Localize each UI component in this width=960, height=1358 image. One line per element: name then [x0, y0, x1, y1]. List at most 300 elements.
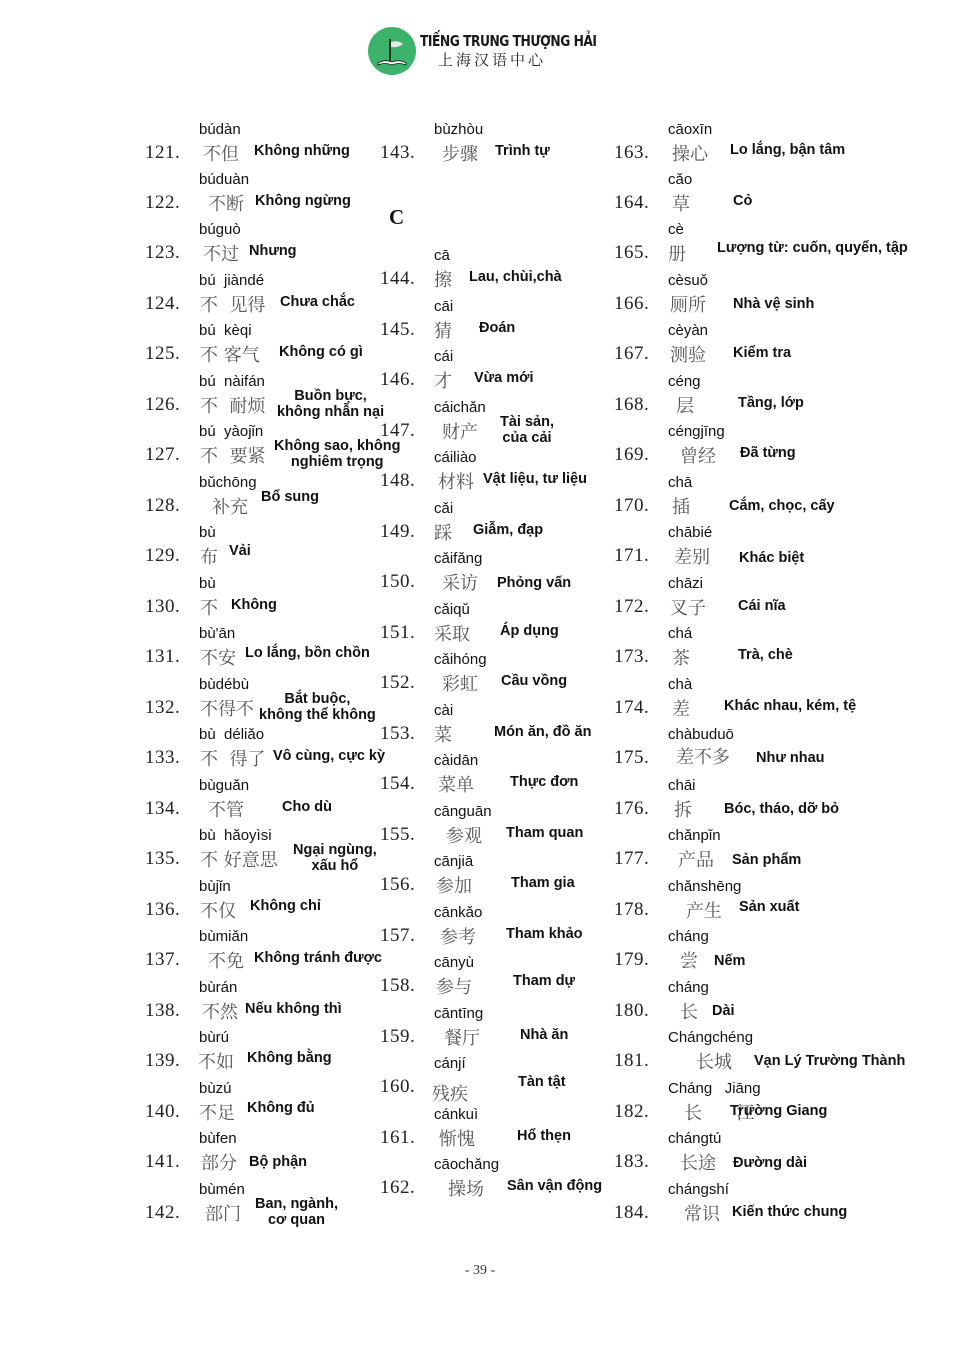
pinyin: céngjīng — [668, 423, 725, 440]
entry-number: 121. — [145, 142, 181, 163]
entry-number: 123. — [145, 242, 181, 263]
meaning: Phỏng vấn — [497, 575, 572, 591]
pinyin: Cháng Jiāng — [668, 1080, 761, 1097]
hanzi: 餐厅 — [444, 1028, 480, 1049]
hanzi: 不仅 — [200, 901, 236, 922]
vocab-entry — [614, 420, 934, 470]
entry-number: 162. — [380, 1177, 416, 1198]
hanzi: 不安 — [200, 648, 236, 669]
vocab-entry — [614, 521, 934, 571]
meaning: Chưa chắc — [280, 294, 355, 310]
pinyin: bùmén — [199, 1181, 245, 1198]
pinyin: chāi — [668, 777, 696, 794]
vocab-entry — [145, 774, 385, 824]
pinyin: bùrú — [199, 1029, 230, 1046]
hanzi: 材料 — [438, 472, 474, 493]
meaning: Cỏ — [733, 193, 753, 209]
meaning: Áp dụng — [500, 623, 559, 639]
meaning: Tàn tật — [518, 1074, 566, 1090]
vocab-entry — [380, 345, 620, 395]
vocab-entry — [145, 1026, 385, 1076]
pinyin: bùzhòu — [434, 121, 484, 138]
vocab-entry — [380, 951, 620, 1001]
hanzi: 层 — [676, 396, 694, 417]
hanzi: 不 得了 — [200, 749, 266, 770]
logo-icon — [368, 27, 416, 75]
hanzi: 菜 — [434, 725, 452, 746]
vocab-entry — [145, 471, 385, 521]
hanzi: 采访 — [442, 573, 478, 594]
hanzi: 菜单 — [438, 775, 474, 796]
entry-number: 140. — [145, 1101, 181, 1122]
pinyin: bù hǎoyìsi — [199, 827, 272, 844]
pinyin: chāzi — [668, 575, 704, 592]
meaning: Ngại ngùng, xấu hổ — [293, 842, 377, 874]
meaning: Trà, chè — [738, 647, 793, 663]
hanzi: 参考 — [440, 927, 476, 948]
pinyin: bùzú — [199, 1080, 232, 1097]
pinyin: cāoxīn — [668, 121, 713, 138]
pinyin: cāochǎng — [434, 1156, 500, 1173]
pinyin: cáichǎn — [434, 399, 486, 416]
entry-number: 169. — [614, 444, 650, 465]
vocab-entry — [614, 471, 934, 521]
pinyin: cānjiā — [434, 853, 474, 870]
meaning: Không tránh được — [254, 950, 382, 966]
vocab-entry — [380, 648, 620, 698]
vocab-entry — [145, 370, 385, 420]
entry-number: 155. — [380, 824, 416, 845]
vocab-entry — [614, 218, 934, 268]
pinyin: búduàn — [199, 171, 250, 188]
entry-number: 180. — [614, 1000, 650, 1021]
entry-number: 174. — [614, 697, 650, 718]
meaning: Kiểm tra — [733, 345, 792, 361]
pinyin: cǎifǎng — [434, 550, 483, 567]
vocab-entry — [145, 875, 385, 925]
pinyin: bùrán — [199, 979, 238, 996]
hanzi: 测验 — [670, 345, 706, 366]
hanzi: 残疾 — [432, 1084, 468, 1105]
section-letter: C — [389, 205, 405, 229]
entry-number: 144. — [380, 268, 416, 289]
hanzi: 参与 — [436, 977, 472, 998]
vocab-entry — [614, 370, 934, 420]
meaning: Sản phẩm — [732, 852, 802, 868]
hanzi: 参观 — [446, 826, 482, 847]
pinyin: càidān — [434, 752, 479, 769]
entry-number: 151. — [380, 622, 416, 643]
hanzi: 拆 — [674, 800, 692, 821]
meaning: Nếm — [714, 953, 746, 969]
hanzi: 不 客气 — [200, 345, 260, 366]
vocab-entry — [145, 976, 385, 1026]
vocab-entry — [145, 572, 385, 622]
vocab-entry — [145, 319, 385, 369]
hanzi: 差不多 — [676, 747, 730, 768]
pinyin: Chángchéng — [668, 1029, 754, 1046]
meaning: Không những — [254, 143, 350, 159]
pinyin: cè — [668, 221, 684, 238]
meaning: Đường dài — [733, 1155, 807, 1171]
meaning: Nhà vệ sinh — [733, 296, 815, 312]
pinyin: bǔchōng — [199, 474, 257, 491]
hanzi: 不足 — [199, 1103, 235, 1124]
vocab-entry — [614, 875, 934, 925]
meaning: Đoán — [479, 320, 516, 336]
hanzi: 册 — [668, 244, 686, 265]
hanzi: 布 — [200, 547, 218, 568]
entry-number: 168. — [614, 394, 650, 415]
pinyin: cā — [434, 247, 450, 264]
vocab-entry — [614, 774, 934, 824]
pinyin: cǎi — [434, 500, 454, 517]
hanzi: 不免 — [208, 951, 244, 972]
pinyin: chābié — [668, 524, 713, 541]
pinyin: cáiliào — [434, 449, 477, 466]
meaning: Giẫm, đạp — [473, 522, 544, 538]
meaning: Bổ sung — [261, 489, 319, 505]
meaning: Nếu không thì — [245, 1001, 342, 1017]
meaning: Tham dự — [513, 973, 576, 989]
pinyin: bú nàifán — [199, 373, 265, 390]
meaning: Vạn Lý Trường Thành — [754, 1053, 906, 1069]
pinyin: cánkuì — [434, 1106, 479, 1123]
hanzi: 步骤 — [442, 144, 478, 165]
pinyin: cānkǎo — [434, 904, 483, 921]
meaning: Không — [231, 597, 277, 613]
entry-number: 172. — [614, 596, 650, 617]
meaning: Dài — [712, 1003, 735, 1019]
hanzi: 草 — [672, 194, 690, 215]
entry-number: 143. — [380, 142, 416, 163]
meaning: Vải — [229, 543, 251, 559]
entry-number: 184. — [614, 1202, 650, 1223]
pinyin: búdàn — [199, 121, 241, 138]
meaning: Lượng từ: cuốn, quyển, tập — [717, 240, 908, 256]
hanzi: 不过 — [203, 244, 239, 265]
meaning: Tài sản, của cải — [500, 414, 554, 446]
vocab-entry — [380, 1052, 620, 1105]
entry-number: 154. — [380, 773, 416, 794]
entry-number: 157. — [380, 925, 416, 946]
pinyin: bù'ān — [199, 625, 236, 642]
pinyin: cèyàn — [668, 322, 709, 339]
pinyin: cháng — [668, 928, 709, 945]
entry-number: 173. — [614, 646, 650, 667]
hanzi: 厕所 — [670, 295, 706, 316]
pinyin: chàbuduō — [668, 726, 734, 743]
pinyin: bùfen — [199, 1130, 237, 1147]
entry-number: 126. — [145, 394, 181, 415]
vocab-entry — [145, 218, 385, 268]
hanzi: 产生 — [686, 901, 722, 922]
vocab-entry — [145, 723, 385, 773]
vocab-entry — [614, 168, 934, 218]
entry-number: 165. — [614, 242, 650, 263]
vocab-entry — [380, 800, 620, 850]
vocab-entry — [614, 976, 934, 1026]
hanzi: 不然 — [202, 1002, 238, 1023]
entry-number: 142. — [145, 1202, 181, 1223]
meaning: Nhà ăn — [520, 1027, 569, 1043]
hanzi: 插 — [672, 497, 690, 518]
hanzi: 不管 — [208, 800, 244, 821]
vocab-entry — [614, 1178, 934, 1228]
meaning: Nhưng — [249, 243, 297, 259]
pinyin: bù déliǎo — [199, 726, 265, 743]
pinyin: bùdébù — [199, 676, 250, 693]
meaning: Tham quan — [506, 825, 584, 841]
hanzi: 长途 — [680, 1153, 716, 1174]
vocab-entry — [145, 118, 385, 168]
entry-number: 164. — [614, 192, 650, 213]
entry-number: 153. — [380, 723, 416, 744]
hanzi: 茶 — [672, 648, 690, 669]
pinyin: cǎiqǔ — [434, 601, 470, 618]
hanzi: 财产 — [442, 422, 478, 443]
vocab-entry — [145, 925, 385, 975]
entry-number: 145. — [380, 319, 416, 340]
meaning: Vừa mới — [474, 370, 534, 386]
page-header — [368, 26, 635, 76]
meaning: Không có gì — [279, 344, 363, 360]
hanzi: 曾经 — [680, 446, 716, 467]
vocab-entry — [614, 673, 934, 723]
hanzi: 擦 — [434, 270, 452, 291]
entry-number: 149. — [380, 521, 416, 542]
pinyin: chā — [668, 474, 693, 491]
meaning: Không chỉ — [250, 898, 321, 914]
entry-number: 166. — [614, 293, 650, 314]
hanzi: 不但 — [203, 144, 239, 165]
meaning: Cắm, chọc, cấy — [729, 498, 835, 514]
vocab-entry — [380, 749, 620, 799]
pinyin: bú kèqi — [199, 322, 252, 339]
meaning: Khác nhau, kém, tệ — [724, 698, 857, 714]
vocab-entry — [380, 1153, 620, 1203]
vocab-entry — [380, 901, 620, 951]
meaning: Lau, chùi,chà — [469, 269, 562, 285]
pinyin: chǎnpǐn — [668, 827, 721, 844]
pinyin: chángshí — [668, 1181, 729, 1198]
meaning: Không bằng — [247, 1050, 332, 1066]
hanzi: 差 — [672, 699, 690, 720]
vocab-entry — [614, 1077, 934, 1127]
hanzi: 不 好意思 — [200, 850, 278, 871]
meaning: Lo lắng, bận tâm — [730, 142, 846, 158]
entry-number: 160. — [380, 1076, 416, 1097]
meaning: Món ăn, đồ ăn — [494, 724, 592, 740]
pinyin: cānguān — [434, 803, 492, 820]
hanzi: 长 — [680, 1002, 698, 1023]
vocab-entry — [614, 1127, 934, 1177]
meaning: Thực đơn — [510, 774, 579, 790]
meaning: Không ngừng — [255, 193, 351, 209]
entry-number: 132. — [145, 697, 181, 718]
hanzi: 不得不 — [200, 699, 254, 720]
entry-number: 127. — [145, 444, 181, 465]
vocab-entry — [145, 1127, 385, 1177]
entry-number: 183. — [614, 1151, 650, 1172]
entry-number: 136. — [145, 899, 181, 920]
pinyin: cài — [434, 702, 454, 719]
vocab-entry — [614, 925, 934, 975]
vocab-entry — [380, 295, 620, 345]
entry-number: 176. — [614, 798, 650, 819]
entry-number: 182. — [614, 1101, 650, 1122]
entry-number: 175. — [614, 747, 650, 768]
meaning: Cái nĩa — [738, 598, 786, 614]
hanzi: 才 — [434, 371, 452, 392]
entry-number: 131. — [145, 646, 181, 667]
vocab-entry — [614, 319, 934, 369]
pinyin: cāi — [434, 298, 454, 315]
hanzi: 不断 — [208, 194, 244, 215]
pinyin: céng — [668, 373, 701, 390]
entry-number: 125. — [145, 343, 181, 364]
entry-number: 124. — [145, 293, 181, 314]
entry-number: 163. — [614, 142, 650, 163]
entry-number: 135. — [145, 848, 181, 869]
pinyin: cāntīng — [434, 1005, 484, 1022]
hanzi: 部分 — [201, 1153, 237, 1174]
meaning: Ban, ngành, cơ quan — [255, 1196, 338, 1228]
meaning: Cho dù — [282, 799, 332, 815]
pinyin: bú jiàndé — [199, 272, 265, 289]
meaning: Buồn bực, không nhẫn nại — [277, 388, 385, 420]
vocab-entry — [614, 572, 934, 622]
entry-number: 178. — [614, 899, 650, 920]
entry-number: 128. — [145, 495, 181, 516]
pinyin: bù — [199, 575, 216, 592]
brand-chinese: 上海汉语中心 — [438, 51, 547, 69]
vocab-entry — [380, 699, 620, 749]
vocab-entry — [145, 622, 385, 672]
entry-number: 171. — [614, 545, 650, 566]
entry-number: 170. — [614, 495, 650, 516]
entry-number: 158. — [380, 975, 416, 996]
meaning: Bộ phận — [249, 1154, 307, 1170]
vocab-entry — [380, 850, 620, 900]
entry-number: 133. — [145, 747, 181, 768]
hanzi: 惭愧 — [439, 1129, 475, 1150]
hanzi: 操场 — [448, 1179, 484, 1200]
pinyin: chǎnshēng — [668, 878, 742, 895]
hanzi: 长 江 — [684, 1103, 755, 1124]
hanzi: 不如 — [198, 1052, 234, 1073]
hanzi: 彩虹 — [442, 674, 478, 695]
hanzi: 不 要紧 — [200, 446, 266, 467]
entry-number: 156. — [380, 874, 416, 895]
vocab-entry — [380, 547, 620, 597]
meaning: Không đủ — [247, 1100, 315, 1116]
entry-number: 138. — [145, 1000, 181, 1021]
vocab-entry — [145, 269, 385, 319]
entry-number: 130. — [145, 596, 181, 617]
entry-number: 167. — [614, 343, 650, 364]
vocab-entry — [380, 446, 620, 496]
vocab-entry — [145, 168, 385, 218]
meaning: Khác biệt — [739, 550, 805, 566]
pinyin: chángtú — [668, 1130, 722, 1147]
entry-number: 139. — [145, 1050, 181, 1071]
pinyin: bùguǎn — [199, 777, 250, 794]
vocab-entry — [614, 269, 934, 319]
entry-number: 137. — [145, 949, 181, 970]
entry-number: 161. — [380, 1127, 416, 1148]
hanzi: 长城 — [696, 1052, 732, 1073]
hanzi: 不 见得 — [200, 295, 266, 316]
hanzi: 差别 — [674, 547, 710, 568]
hanzi: 采取 — [434, 624, 470, 645]
vocab-entry — [614, 622, 934, 672]
entry-number: 179. — [614, 949, 650, 970]
pinyin: cānyù — [434, 954, 475, 971]
vocab-entry — [614, 118, 934, 168]
entry-number: 146. — [380, 369, 416, 390]
meaning: Tham gia — [511, 875, 575, 891]
pinyin: cháng — [668, 979, 709, 996]
vocab-entry — [145, 673, 385, 723]
vocab-entry — [614, 723, 934, 773]
meaning: Không sao, không nghiêm trọng — [274, 438, 401, 470]
pinyin: chà — [668, 676, 693, 693]
vocab-entry — [145, 824, 385, 874]
vocab-entry — [380, 244, 620, 294]
pinyin: cǎo — [668, 171, 693, 188]
entry-number: 147. — [380, 420, 416, 441]
meaning: Bóc, tháo, dỡ bỏ — [724, 801, 840, 817]
pinyin: bú yàojǐn — [199, 423, 264, 440]
meaning: Sản xuất — [739, 899, 800, 915]
meaning: Hổ thẹn — [517, 1128, 571, 1144]
hanzi: 参加 — [436, 876, 472, 897]
meaning: Trường Giang — [730, 1103, 828, 1119]
pinyin: cèsuǒ — [668, 272, 709, 289]
vocab-entry — [380, 598, 620, 648]
meaning: Cầu vồng — [501, 673, 568, 689]
pinyin: bù — [199, 524, 216, 541]
meaning: Đã từng — [740, 445, 796, 461]
vocab-entry — [614, 1026, 934, 1076]
hanzi: 叉子 — [670, 598, 706, 619]
entry-number: 141. — [145, 1151, 181, 1172]
vocab-entry — [380, 118, 620, 168]
meaning: Trình tự — [495, 143, 550, 159]
entry-number: 148. — [380, 470, 416, 491]
meaning: Tầng, lớp — [738, 395, 804, 411]
entry-number: 129. — [145, 545, 181, 566]
vocab-entry — [380, 396, 620, 446]
vocab-entry — [614, 824, 934, 874]
entry-number: 150. — [380, 571, 416, 592]
pinyin: bùmiǎn — [199, 928, 249, 945]
hanzi: 猜 — [434, 321, 452, 342]
pinyin: cǎihóng — [434, 651, 487, 668]
vocab-entry — [145, 1178, 385, 1228]
hanzi: 尝 — [680, 951, 698, 972]
pinyin: chá — [668, 625, 693, 642]
meaning: Như nhau — [756, 750, 825, 766]
pinyin: cái — [434, 348, 454, 365]
hanzi: 踩 — [434, 523, 452, 544]
meaning: Vô cùng, cực kỳ — [273, 748, 386, 764]
entry-number: 134. — [145, 798, 181, 819]
meaning: Kiến thức chung — [732, 1204, 848, 1220]
meaning: Tham khảo — [506, 926, 583, 942]
hanzi: 操心 — [672, 144, 708, 165]
